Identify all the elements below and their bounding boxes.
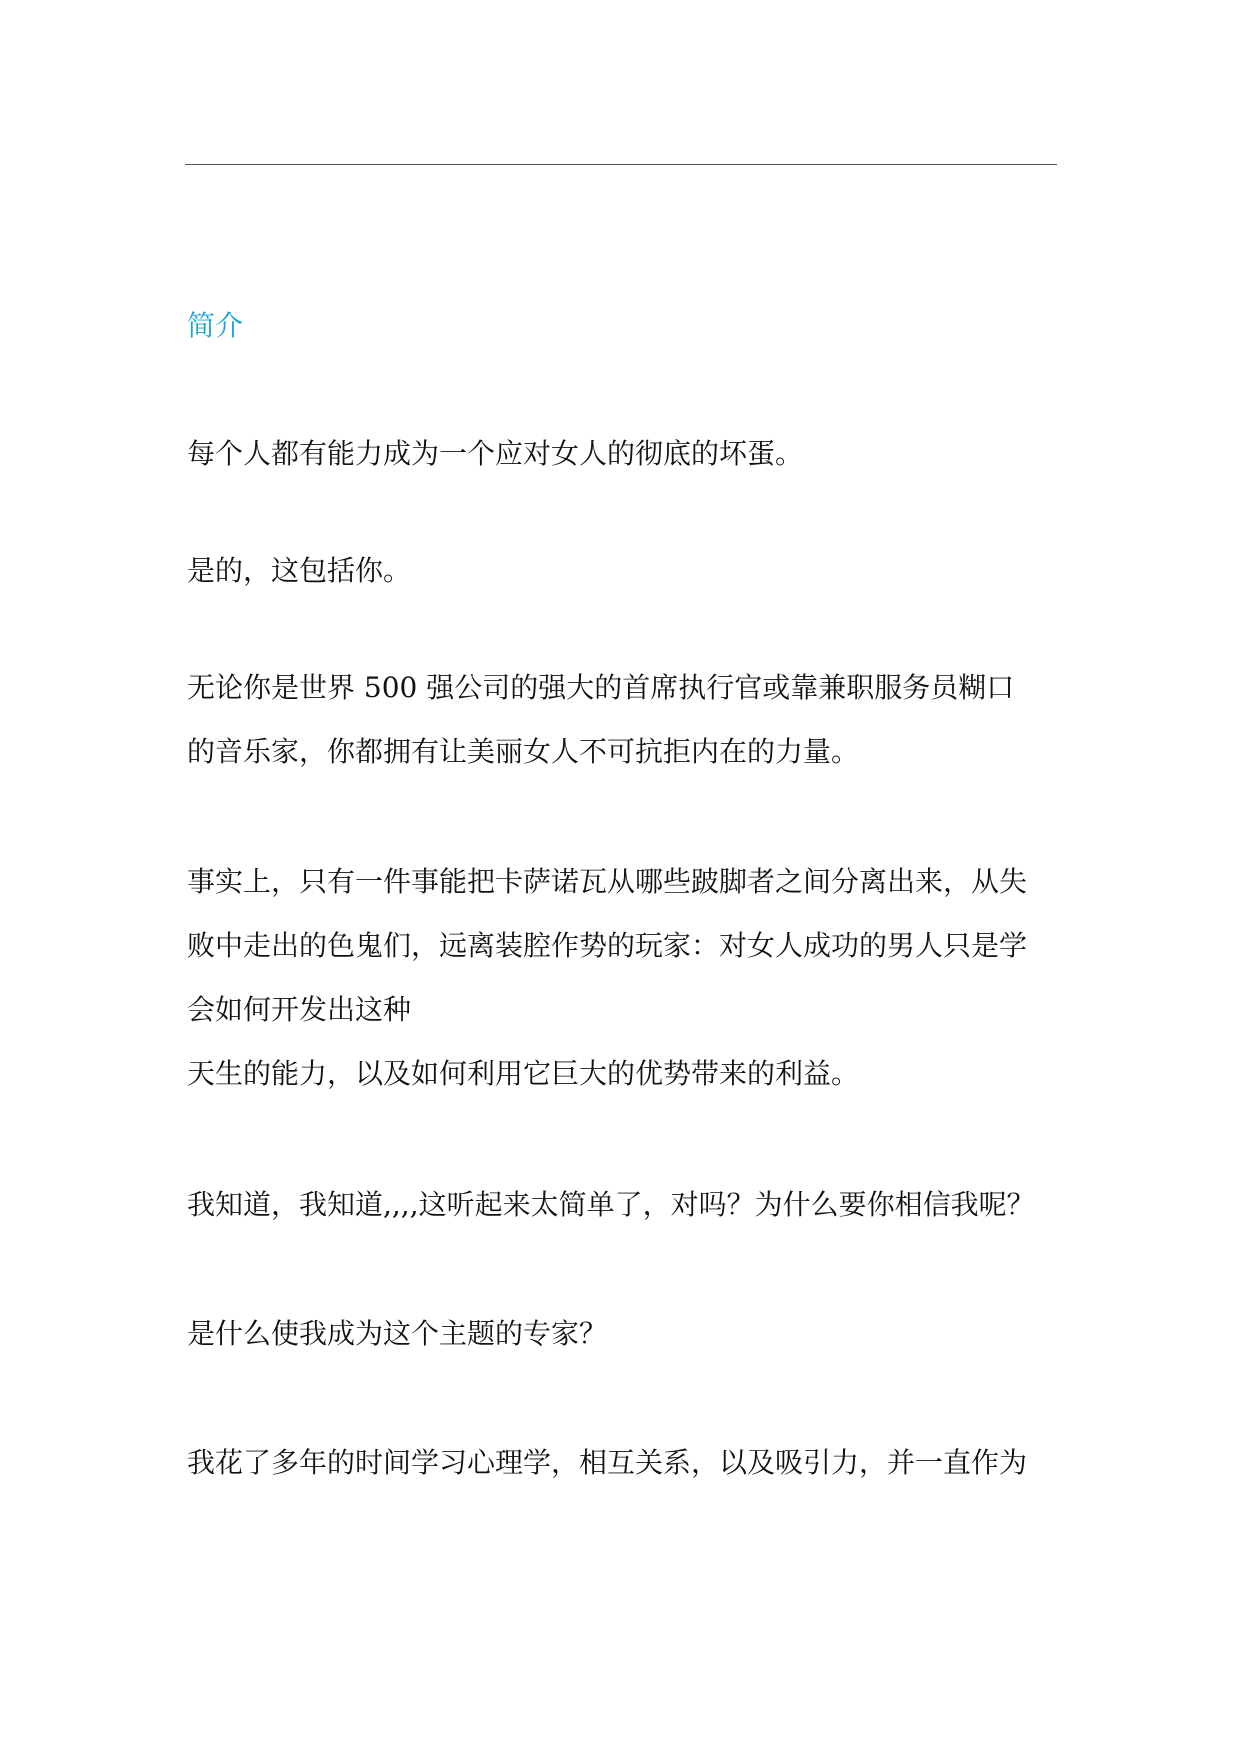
paragraph-5 — [187, 1173, 1067, 1237]
paragraph-line: 我知道，我知道,,,,这听起来太简单了，对吗？为什么要你相信我呢？ — [187, 1188, 1035, 1221]
paragraph-line: 事实上，只有一件事能把卡萨诺瓦从哪些跛脚者之间分离出来，从失 — [187, 865, 1028, 898]
paragraph-line: 的音乐家，你都拥有让美丽女人不可抗拒内在的力量。 — [187, 735, 860, 768]
paragraph-4 — [187, 850, 1067, 1106]
paragraph-line: 无论你是世界 500 强公司的强大的首席执行官或靠兼职服务员糊口 — [187, 671, 1015, 704]
paragraph-2 — [187, 539, 1067, 603]
header-divider — [185, 164, 1057, 165]
paragraph-line: 败中走出的色鬼们，远离装腔作势的玩家：对女人成功的男人只是学 — [187, 929, 1028, 962]
paragraph-line: 天生的能力，以及如何利用它巨大的优势带来的利益。 — [187, 1057, 860, 1090]
paragraph-line: 我花了多年的时间学习心理学，相互关系，以及吸引力，并一直作为 — [187, 1446, 1028, 1479]
paragraph-line: 是什么使我成为这个主题的专家？ — [187, 1317, 608, 1350]
paragraph-1 — [187, 422, 1067, 486]
section-heading: 简介 — [187, 309, 244, 342]
paragraph-line: 会如何开发出这种 — [187, 993, 412, 1026]
paragraph-line: 每个人都有能力成为一个应对女人的彻底的坏蛋。 — [187, 437, 804, 470]
paragraph-3 — [187, 656, 1067, 784]
paragraph-line: 是的，这包括你。 — [187, 554, 412, 587]
paragraph-7 — [187, 1431, 1067, 1495]
paragraph-6 — [187, 1302, 1067, 1366]
